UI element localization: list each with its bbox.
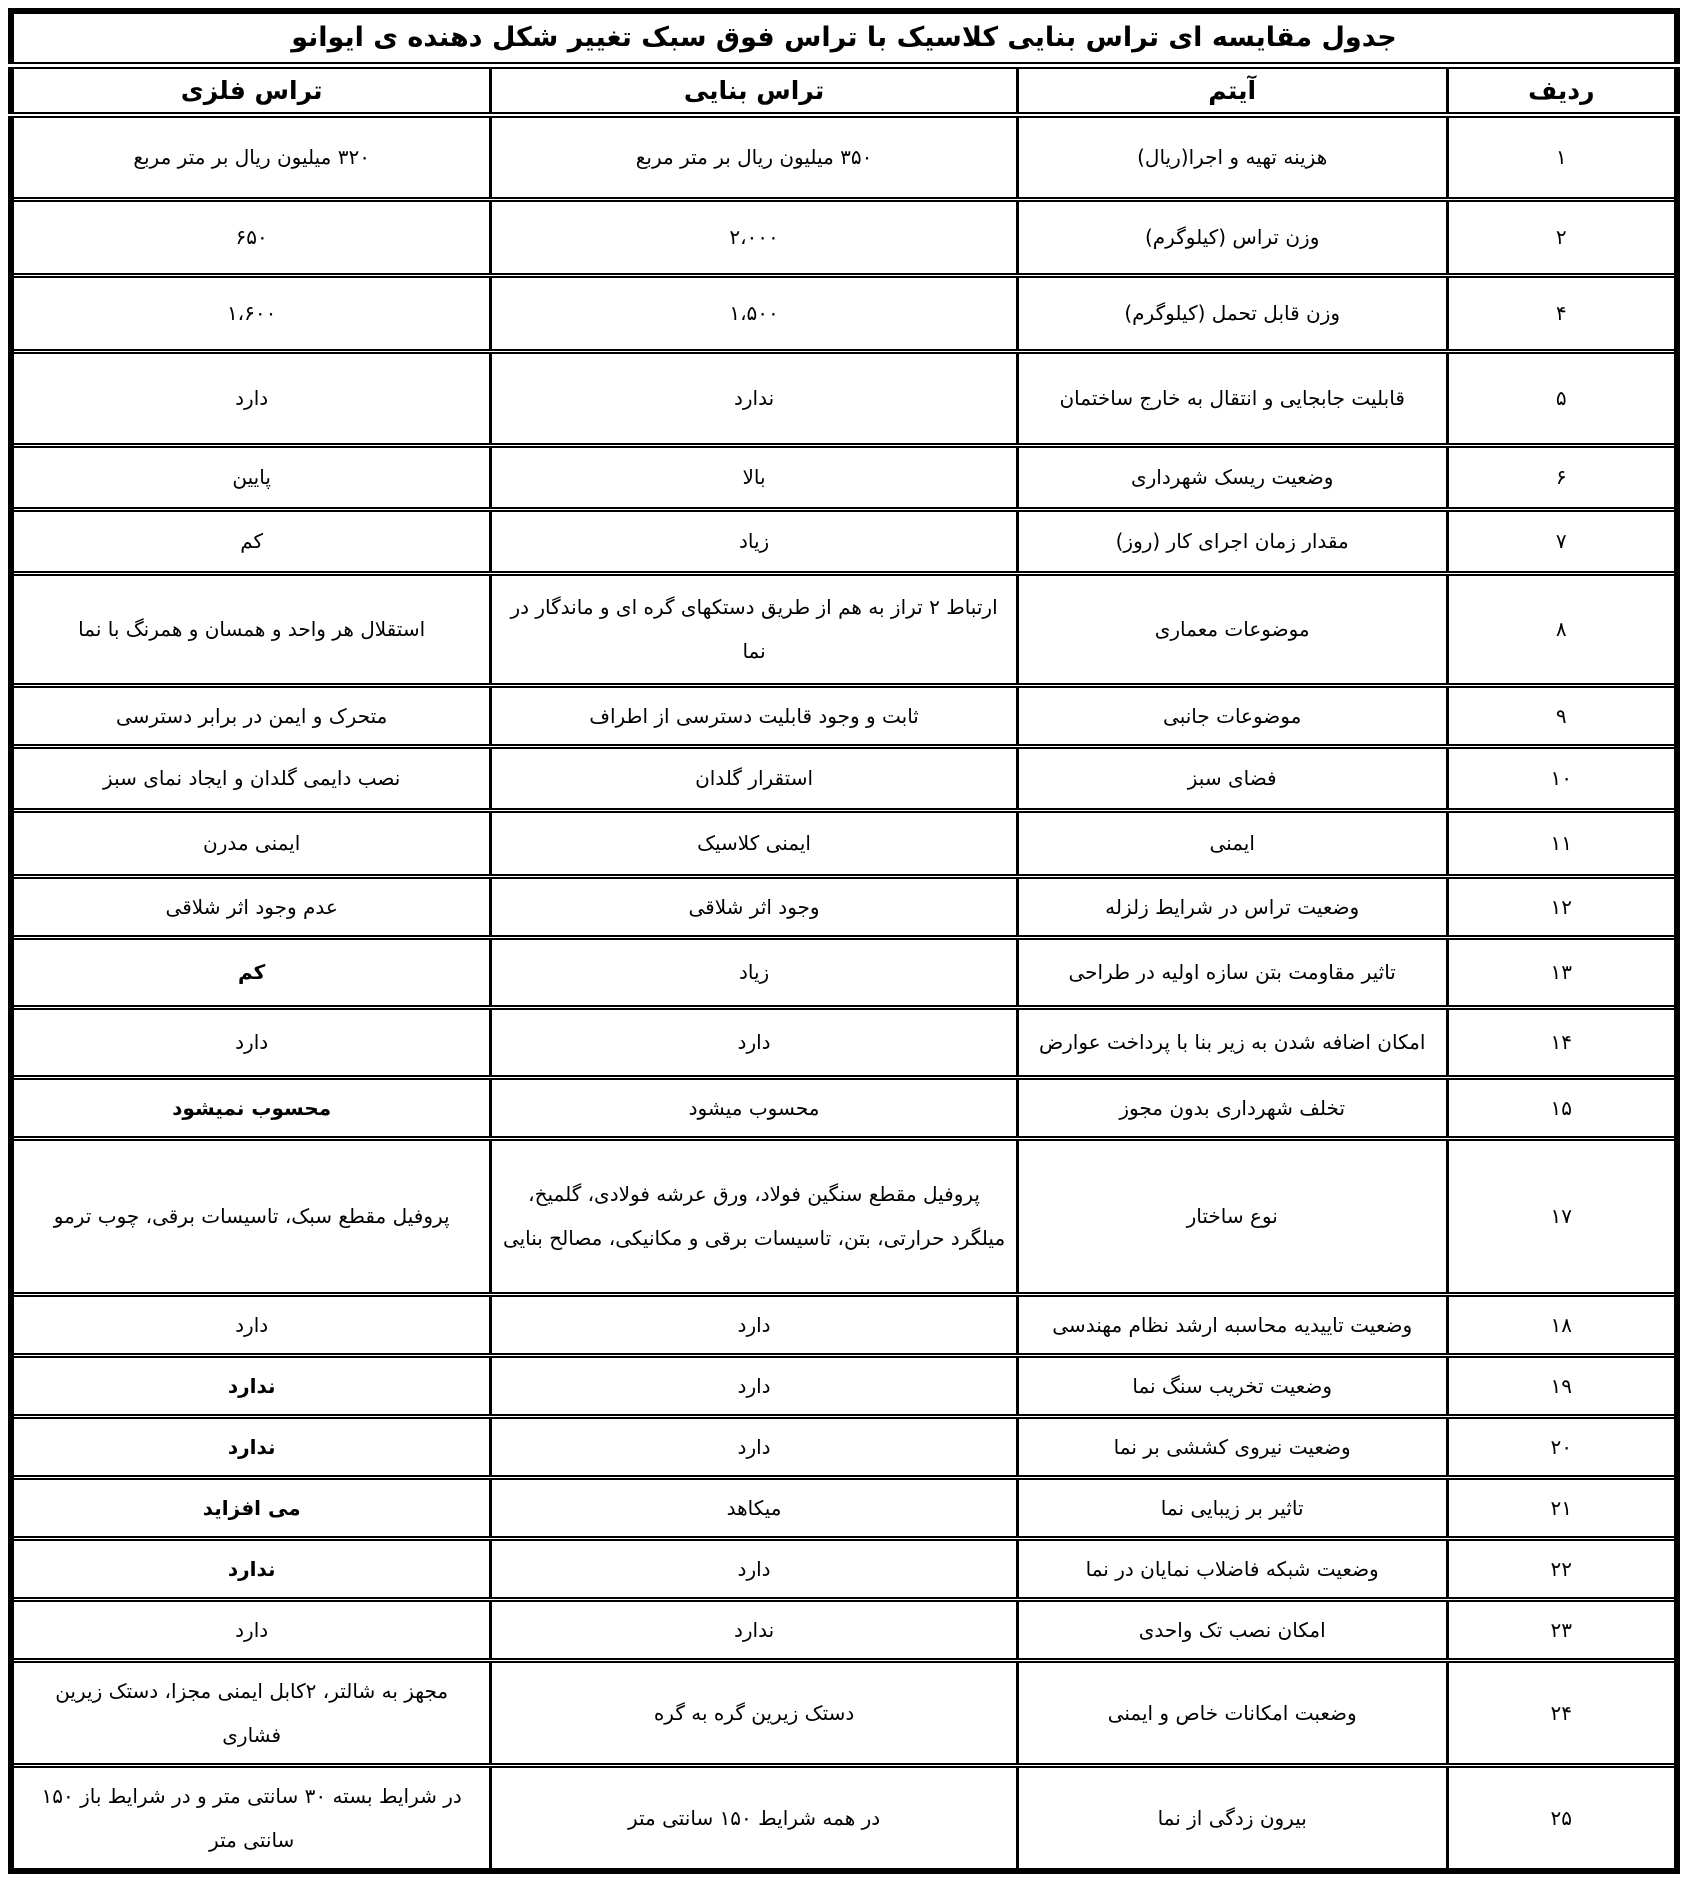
row-number-cell: ۱۲	[1447, 876, 1677, 937]
header-masonry-terrace: تراس بنایی	[491, 65, 1017, 115]
masonry-terrace-value-cell: میکاهد	[491, 1477, 1017, 1538]
row-number-cell: ۱	[1447, 115, 1677, 199]
item-label-cell: وضعیت تخریب سنگ نما	[1017, 1355, 1447, 1416]
item-label-cell: وضعیت تاییدیه محاسبه ارشد نظام مهندسی	[1017, 1294, 1447, 1355]
masonry-terrace-value-cell: ۳۵۰ میلیون ریال بر متر مربع	[491, 115, 1017, 199]
item-label-cell: تاثیر بر زیبایی نما	[1017, 1477, 1447, 1538]
row-number-cell: ۲۱	[1447, 1477, 1677, 1538]
item-label-cell: فضای سبز	[1017, 746, 1447, 810]
row-number-cell: ۲۳	[1447, 1599, 1677, 1660]
table-title-row	[11, 11, 1677, 65]
row-number-cell: ۲۴	[1447, 1660, 1677, 1765]
metal-terrace-value-cell: ندارد	[11, 1416, 491, 1477]
masonry-terrace-value-cell: محسوب میشود	[491, 1077, 1017, 1138]
item-label-cell: تخلف شهرداری بدون مجوز	[1017, 1077, 1447, 1138]
metal-terrace-value-cell: دارد	[11, 1294, 491, 1355]
table-row	[11, 1294, 1677, 1355]
item-label-cell: مقدار زمان اجرای کار (روز)	[1017, 509, 1447, 573]
masonry-terrace-value-cell: ندارد	[491, 351, 1017, 445]
table-row	[11, 1765, 1677, 1871]
row-number-cell: ۱۰	[1447, 746, 1677, 810]
item-label-cell: نوع ساختار	[1017, 1138, 1447, 1294]
item-label-cell: بیرون زدگی از نما	[1017, 1765, 1447, 1871]
masonry-terrace-value-cell: ایمنی کلاسیک	[491, 810, 1017, 876]
table-row	[11, 115, 1677, 199]
masonry-terrace-value-cell: پروفیل مقطع سنگین فولاد، ورق عرشه فولادی، گلمیخ، میلگرد حرارتی، بتن، تاسیسات برقی و مکانیکی، مصالح بنایی	[491, 1138, 1017, 1294]
table-row	[11, 573, 1677, 685]
table-row	[11, 1077, 1677, 1138]
metal-terrace-value-cell: در شرایط بسته ۳۰ سانتی متر و در شرایط باز ۱۵۰ سانتی متر	[11, 1765, 491, 1871]
masonry-terrace-value-cell: ندارد	[491, 1599, 1017, 1660]
row-number-cell: ۱۷	[1447, 1138, 1677, 1294]
row-number-cell: ۲	[1447, 199, 1677, 275]
masonry-terrace-value-cell: دارد	[491, 1294, 1017, 1355]
row-number-cell: ۸	[1447, 573, 1677, 685]
masonry-terrace-value-cell: در همه شرایط ۱۵۰ سانتی متر	[491, 1765, 1017, 1871]
header-row-number: ردیف	[1447, 65, 1677, 115]
metal-terrace-value-cell: می افزاید	[11, 1477, 491, 1538]
masonry-terrace-value-cell: ۲،۰۰۰	[491, 199, 1017, 275]
item-label-cell: ایمنی	[1017, 810, 1447, 876]
row-number-cell: ۶	[1447, 445, 1677, 509]
row-number-cell: ۱۹	[1447, 1355, 1677, 1416]
metal-terrace-value-cell: متحرک و ایمن در برابر دسترسی	[11, 685, 491, 746]
table-row	[11, 1538, 1677, 1599]
table-row	[11, 1599, 1677, 1660]
masonry-terrace-value-cell: ثابت و وجود قابلیت دسترسی از اطراف	[491, 685, 1017, 746]
table-row	[11, 1007, 1677, 1077]
table-row	[11, 1416, 1677, 1477]
item-label-cell: موضوعات جانبی	[1017, 685, 1447, 746]
masonry-terrace-value-cell: دارد	[491, 1538, 1017, 1599]
item-label-cell: وزن تراس (کیلوگرم)	[1017, 199, 1447, 275]
row-number-cell: ۱۱	[1447, 810, 1677, 876]
table-row	[11, 275, 1677, 351]
metal-terrace-value-cell: ۱،۶۰۰	[11, 275, 491, 351]
masonry-terrace-value-cell: بالا	[491, 445, 1017, 509]
table-title: جدول مقایسه ای تراس بنایی کلاسیک با تراس فوق سبک تغییر شکل دهنده ی ایوانو	[11, 11, 1677, 65]
masonry-terrace-value-cell: دارد	[491, 1416, 1017, 1477]
metal-terrace-value-cell: کم	[11, 937, 491, 1007]
metal-terrace-value-cell: کم	[11, 509, 491, 573]
table-row	[11, 445, 1677, 509]
metal-terrace-value-cell: استقلال هر واحد و همسان و همرنگ با نما	[11, 573, 491, 685]
table-row	[11, 1660, 1677, 1765]
row-number-cell: ۱۸	[1447, 1294, 1677, 1355]
table-row	[11, 1477, 1677, 1538]
item-label-cell: وضعیت نیروی کششی بر نما	[1017, 1416, 1447, 1477]
table-row	[11, 1138, 1677, 1294]
row-number-cell: ۷	[1447, 509, 1677, 573]
metal-terrace-value-cell: پایین	[11, 445, 491, 509]
item-label-cell: وزن قابل تحمل (کیلوگرم)	[1017, 275, 1447, 351]
metal-terrace-value-cell: پروفیل مقطع سبک، تاسیسات برقی، چوب ترمو	[11, 1138, 491, 1294]
table-row	[11, 1355, 1677, 1416]
masonry-terrace-value-cell: ارتباط ۲ تراز به هم از طریق دستکهای گره ای و ماندگار در نما	[491, 573, 1017, 685]
item-label-cell: امکان اضافه شدن به زیر بنا با پرداخت عوارض	[1017, 1007, 1447, 1077]
table-row	[11, 685, 1677, 746]
metal-terrace-value-cell: ایمنی مدرن	[11, 810, 491, 876]
row-number-cell: ۴	[1447, 275, 1677, 351]
header-item: آیتم	[1017, 65, 1447, 115]
metal-terrace-value-cell: ۳۲۰ میلیون ریال بر متر مربع	[11, 115, 491, 199]
item-label-cell: وضعیت تراس در شرایط زلزله	[1017, 876, 1447, 937]
item-label-cell: امکان نصب تک واحدی	[1017, 1599, 1447, 1660]
table-row	[11, 746, 1677, 810]
table-row	[11, 199, 1677, 275]
table-header-row	[11, 65, 1677, 115]
metal-terrace-value-cell: عدم وجود اثر شلاقی	[11, 876, 491, 937]
masonry-terrace-value-cell: استقرار گلدان	[491, 746, 1017, 810]
table-row	[11, 937, 1677, 1007]
masonry-terrace-value-cell: دارد	[491, 1355, 1017, 1416]
row-number-cell: ۹	[1447, 685, 1677, 746]
masonry-terrace-value-cell: ۱،۵۰۰	[491, 275, 1017, 351]
table-row	[11, 509, 1677, 573]
row-number-cell: ۵	[1447, 351, 1677, 445]
metal-terrace-value-cell: دارد	[11, 1599, 491, 1660]
masonry-terrace-value-cell: دستک زیرین گره به گره	[491, 1660, 1017, 1765]
table-row	[11, 351, 1677, 445]
masonry-terrace-value-cell: وجود اثر شلاقی	[491, 876, 1017, 937]
row-number-cell: ۱۵	[1447, 1077, 1677, 1138]
row-number-cell: ۱۴	[1447, 1007, 1677, 1077]
item-label-cell: وضعبت امکانات خاص و ایمنی	[1017, 1660, 1447, 1765]
row-number-cell: ۲۵	[1447, 1765, 1677, 1871]
masonry-terrace-value-cell: دارد	[491, 1007, 1017, 1077]
table-row	[11, 876, 1677, 937]
item-label-cell: موضوعات معماری	[1017, 573, 1447, 685]
table-body	[11, 115, 1677, 1871]
item-label-cell: قابلیت جابجایی و انتقال به خارج ساختمان	[1017, 351, 1447, 445]
metal-terrace-value-cell: دارد	[11, 1007, 491, 1077]
table-row	[11, 810, 1677, 876]
row-number-cell: ۲۰	[1447, 1416, 1677, 1477]
metal-terrace-value-cell: مجهز به شالتر، ۲کابل ایمنی مجزا، دستک زیرین فشاری	[11, 1660, 491, 1765]
metal-terrace-value-cell: دارد	[11, 351, 491, 445]
item-label-cell: وضعیت ریسک شهرداری	[1017, 445, 1447, 509]
header-metal-terrace: تراس فلزی	[11, 65, 491, 115]
item-label-cell: وضعیت شبکه فاضلاب نمایان در نما	[1017, 1538, 1447, 1599]
metal-terrace-value-cell: ندارد	[11, 1538, 491, 1599]
metal-terrace-value-cell: ۶۵۰	[11, 199, 491, 275]
masonry-terrace-value-cell: زیاد	[491, 509, 1017, 573]
row-number-cell: ۱۳	[1447, 937, 1677, 1007]
metal-terrace-value-cell: محسوب نمیشود	[11, 1077, 491, 1138]
row-number-cell: ۲۲	[1447, 1538, 1677, 1599]
masonry-terrace-value-cell: زیاد	[491, 937, 1017, 1007]
item-label-cell: تاثیر مقاومت بتن سازه اولیه در طراحی	[1017, 937, 1447, 1007]
terrace-comparison-table	[8, 8, 1680, 1874]
metal-terrace-value-cell: نصب دایمی گلدان و ایجاد نمای سبز	[11, 746, 491, 810]
item-label-cell: هزینه تهیه و اجرا(ریال)	[1017, 115, 1447, 199]
metal-terrace-value-cell: ندارد	[11, 1355, 491, 1416]
